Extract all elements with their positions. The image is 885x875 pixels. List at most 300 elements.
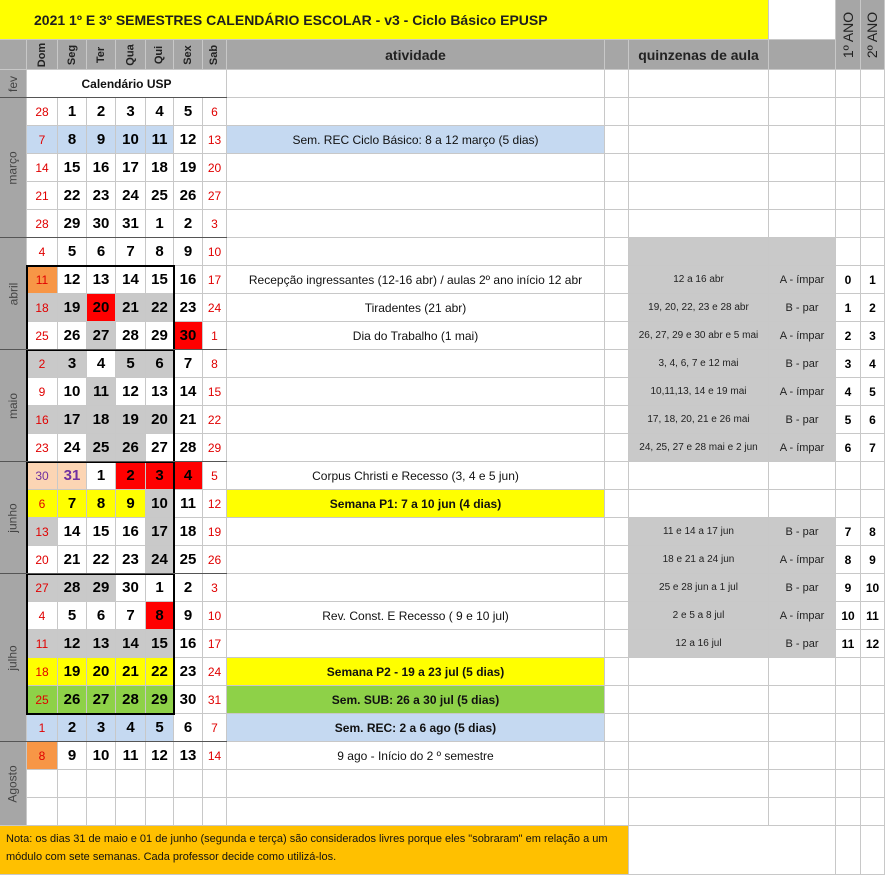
day-cell[interactable]: 6 xyxy=(87,602,116,630)
year2-week-cell: 9 xyxy=(861,546,885,574)
day-cell[interactable]: 15 xyxy=(146,266,174,294)
activity-cell: Dia do Trabalho (1 mai) xyxy=(227,322,605,350)
day-cell[interactable]: 24 xyxy=(146,546,174,574)
day-cell[interactable] xyxy=(146,770,174,798)
year1-week-cell: 2 xyxy=(836,322,861,350)
year1-week-cell xyxy=(836,658,861,686)
day-cell[interactable]: 12 xyxy=(203,490,227,518)
day-cell[interactable]: 22 xyxy=(203,406,227,434)
day-cell[interactable] xyxy=(27,770,58,798)
day-cell[interactable] xyxy=(58,798,87,826)
day-cell[interactable]: 24 xyxy=(58,434,87,462)
day-cell[interactable]: 8 xyxy=(58,126,87,154)
month-separator xyxy=(0,349,227,350)
activity-cell xyxy=(227,630,605,658)
day-cell[interactable]: 20 xyxy=(146,406,174,434)
day-cell[interactable]: 9 xyxy=(174,602,203,630)
day-cell[interactable]: 5 xyxy=(203,462,227,490)
quinzena-cell: 19, 20, 22, 23 e 28 abr xyxy=(629,294,769,322)
day-cell[interactable]: 5 xyxy=(174,98,203,126)
class-group-cell xyxy=(769,742,836,770)
day-cell[interactable]: 24 xyxy=(203,658,227,686)
day-cell[interactable]: 10 xyxy=(58,378,87,406)
header-day-sex-label: Sex xyxy=(181,44,194,65)
day-cell[interactable]: 19 xyxy=(58,658,87,686)
day-cell[interactable]: 23 xyxy=(87,182,116,210)
day-cell[interactable]: 25 xyxy=(27,686,58,714)
day-cell[interactable] xyxy=(27,798,58,826)
year2-week-cell xyxy=(861,126,885,154)
spacer-cell xyxy=(605,434,629,462)
day-cell[interactable]: 13 xyxy=(87,630,116,658)
day-cell[interactable]: 31 xyxy=(116,210,146,238)
day-cell[interactable]: 27 xyxy=(146,434,174,462)
spacer-cell xyxy=(605,518,629,546)
day-cell[interactable]: 26 xyxy=(174,182,203,210)
day-cell[interactable]: 4 xyxy=(146,98,174,126)
day-cell[interactable]: 17 xyxy=(58,406,87,434)
day-cell[interactable] xyxy=(87,798,116,826)
day-cell[interactable]: 9 xyxy=(27,378,58,406)
day-cell[interactable]: 4 xyxy=(116,714,146,742)
day-cell[interactable]: 3 xyxy=(146,462,174,490)
day-cell[interactable]: 13 xyxy=(203,126,227,154)
header-day-dom xyxy=(27,40,58,70)
day-cell[interactable]: 3 xyxy=(58,350,87,378)
day-cell[interactable]: 30 xyxy=(87,210,116,238)
year1-week-cell xyxy=(836,742,861,770)
day-cell[interactable]: 14 xyxy=(174,378,203,406)
day-cell[interactable]: 28 xyxy=(58,574,87,602)
day-cell[interactable]: 20 xyxy=(27,546,58,574)
day-cell[interactable]: 4 xyxy=(27,602,58,630)
quinzena-cell: 2 e 5 a 8 jul xyxy=(629,602,769,630)
day-cell[interactable]: 3 xyxy=(203,210,227,238)
day-cell[interactable]: 14 xyxy=(116,266,146,294)
header-blank xyxy=(605,40,629,70)
day-cell[interactable]: 5 xyxy=(58,602,87,630)
day-cell[interactable]: 12 xyxy=(146,742,174,770)
day-cell[interactable]: 10 xyxy=(116,126,146,154)
day-cell[interactable]: 17 xyxy=(146,518,174,546)
day-cell[interactable]: 26 xyxy=(58,686,87,714)
day-cell[interactable]: 8 xyxy=(87,490,116,518)
day-cell[interactable]: 23 xyxy=(174,658,203,686)
year2-week-cell: 5 xyxy=(861,378,885,406)
day-cell[interactable]: 8 xyxy=(203,350,227,378)
day-cell[interactable]: 7 xyxy=(116,238,146,266)
spacer-cell xyxy=(605,742,629,770)
day-cell[interactable]: 10 xyxy=(87,742,116,770)
month-3-label: maio xyxy=(6,392,21,419)
day-cell[interactable]: 2 xyxy=(58,714,87,742)
day-cell[interactable]: 11 xyxy=(87,378,116,406)
day-cell[interactable]: 26 xyxy=(116,434,146,462)
day-cell[interactable]: 2 xyxy=(87,98,116,126)
year2-week-cell: 10 xyxy=(861,574,885,602)
day-cell[interactable]: 25 xyxy=(146,182,174,210)
day-cell[interactable]: 28 xyxy=(116,322,146,350)
day-cell[interactable]: 16 xyxy=(87,154,116,182)
day-cell[interactable]: 3 xyxy=(116,98,146,126)
day-cell[interactable]: 21 xyxy=(116,658,146,686)
day-cell[interactable]: 11 xyxy=(174,490,203,518)
day-cell[interactable]: 20 xyxy=(87,294,116,322)
activity-cell xyxy=(227,210,605,238)
year2-week-cell xyxy=(861,462,885,490)
header-day-qua xyxy=(116,40,146,70)
year1-week-cell: 1 xyxy=(836,294,861,322)
header-day-qua-label: Qua xyxy=(124,43,137,66)
day-cell[interactable]: 4 xyxy=(27,238,58,266)
day-cell[interactable] xyxy=(146,798,174,826)
day-cell[interactable] xyxy=(116,798,146,826)
day-cell[interactable]: 19 xyxy=(116,406,146,434)
day-cell[interactable]: 24 xyxy=(116,182,146,210)
day-cell[interactable]: 22 xyxy=(58,182,87,210)
quinzena-cell xyxy=(629,126,769,154)
day-cell[interactable]: 8 xyxy=(27,742,58,770)
day-cell[interactable] xyxy=(203,798,227,826)
day-cell[interactable]: 19 xyxy=(203,518,227,546)
class-group-cell: A - ímpar xyxy=(769,434,836,462)
day-cell[interactable]: 21 xyxy=(116,294,146,322)
month-3 xyxy=(0,350,27,462)
day-cell[interactable]: 13 xyxy=(27,518,58,546)
day-cell[interactable]: 28 xyxy=(27,210,58,238)
month-0 xyxy=(0,70,27,98)
header-atividade: atividade xyxy=(227,40,605,70)
year1-week-cell: 9 xyxy=(836,574,861,602)
day-cell[interactable]: 16 xyxy=(174,630,203,658)
day-cell[interactable]: 26 xyxy=(203,546,227,574)
activity-cell xyxy=(227,770,605,798)
month-separator xyxy=(0,573,227,574)
day-cell[interactable]: 16 xyxy=(116,518,146,546)
day-cell[interactable]: 13 xyxy=(174,742,203,770)
day-cell[interactable]: 30 xyxy=(174,686,203,714)
spacer-cell xyxy=(605,322,629,350)
day-cell[interactable]: 14 xyxy=(58,518,87,546)
class-group-cell: B - par xyxy=(769,630,836,658)
activity-cell xyxy=(227,378,605,406)
quinzena-cell: 12 a 16 jul xyxy=(629,630,769,658)
day-cell[interactable]: 7 xyxy=(174,350,203,378)
header-quinzenas: quinzenas de aula xyxy=(629,40,769,70)
year2-week-cell xyxy=(861,658,885,686)
class-group-cell xyxy=(769,70,836,98)
day-cell[interactable]: 29 xyxy=(87,574,116,602)
day-cell[interactable]: 24 xyxy=(203,294,227,322)
day-cell[interactable]: 22 xyxy=(146,658,174,686)
day-cell[interactable]: 22 xyxy=(87,546,116,574)
day-cell[interactable]: 5 xyxy=(58,238,87,266)
day-cell[interactable]: 14 xyxy=(116,630,146,658)
day-cell[interactable]: 21 xyxy=(58,546,87,574)
day-cell[interactable]: 3 xyxy=(203,574,227,602)
class-group-cell: A - ímpar xyxy=(769,546,836,574)
class-group-cell: B - par xyxy=(769,518,836,546)
class-group-cell xyxy=(769,714,836,742)
day-cell[interactable]: 18 xyxy=(27,658,58,686)
year1-week-cell xyxy=(836,798,861,826)
day-cell[interactable]: 22 xyxy=(146,294,174,322)
year1-week-cell: 5 xyxy=(836,406,861,434)
spacer-cell xyxy=(605,770,629,798)
quinzena-cell xyxy=(629,658,769,686)
day-cell[interactable]: 19 xyxy=(174,154,203,182)
day-cell[interactable]: 9 xyxy=(174,238,203,266)
day-cell[interactable]: 25 xyxy=(87,434,116,462)
day-cell[interactable]: 27 xyxy=(87,322,116,350)
year1-week-cell xyxy=(836,770,861,798)
day-cell[interactable] xyxy=(87,770,116,798)
footnote-blank-3 xyxy=(861,826,885,875)
activity-cell xyxy=(227,518,605,546)
day-cell[interactable]: 2 xyxy=(27,350,58,378)
day-cell[interactable] xyxy=(116,770,146,798)
day-cell[interactable]: 30 xyxy=(174,322,203,350)
activity-cell xyxy=(227,406,605,434)
day-cell[interactable]: 9 xyxy=(58,742,87,770)
day-cell[interactable]: 29 xyxy=(146,322,174,350)
day-cell[interactable]: 1 xyxy=(146,210,174,238)
month-2 xyxy=(0,238,27,350)
day-cell[interactable]: 5 xyxy=(146,714,174,742)
activity-cell: Corpus Christi e Recesso (3, 4 e 5 jun) xyxy=(227,462,605,490)
day-cell[interactable]: 26 xyxy=(58,322,87,350)
activity-cell: Sem. REC Ciclo Básico: 8 a 12 março (5 dias) xyxy=(227,126,605,154)
day-cell[interactable]: 6 xyxy=(174,714,203,742)
day-cell[interactable]: 11 xyxy=(146,126,174,154)
day-cell[interactable]: 1 xyxy=(87,462,116,490)
day-cell[interactable]: 28 xyxy=(116,686,146,714)
day-cell[interactable]: 7 xyxy=(116,602,146,630)
day-cell[interactable] xyxy=(203,770,227,798)
day-cell[interactable]: 18 xyxy=(27,294,58,322)
spacer-cell xyxy=(605,406,629,434)
quinzena-cell xyxy=(629,70,769,98)
class-group-cell: B - par xyxy=(769,350,836,378)
day-cell[interactable]: 30 xyxy=(27,462,58,490)
quinzena-cell: 11 e 14 a 17 jun xyxy=(629,518,769,546)
year1-header xyxy=(836,0,861,70)
class-group-cell xyxy=(769,770,836,798)
day-cell[interactable]: 7 xyxy=(27,126,58,154)
day-cell[interactable]: 15 xyxy=(87,518,116,546)
day-cell[interactable]: 29 xyxy=(58,210,87,238)
day-cell[interactable]: 27 xyxy=(87,686,116,714)
year2-week-cell xyxy=(861,798,885,826)
spacer-cell xyxy=(605,294,629,322)
quinzena-cell: 24, 25, 27 e 28 mai e 2 jun xyxy=(629,434,769,462)
year1-week-cell: 8 xyxy=(836,546,861,574)
day-cell[interactable]: 1 xyxy=(58,98,87,126)
quinzena-cell xyxy=(629,238,769,266)
header-day-sab xyxy=(203,40,227,70)
year1-week-cell xyxy=(836,70,861,98)
day-cell[interactable]: 30 xyxy=(116,574,146,602)
day-cell[interactable]: 1 xyxy=(146,574,174,602)
year1-week-cell: 4 xyxy=(836,378,861,406)
day-cell[interactable]: 18 xyxy=(146,154,174,182)
quinzena-cell xyxy=(629,798,769,826)
day-cell[interactable]: 15 xyxy=(203,378,227,406)
day-cell[interactable]: 21 xyxy=(174,406,203,434)
day-cell[interactable]: 10 xyxy=(146,490,174,518)
class-group-cell: A - ímpar xyxy=(769,378,836,406)
day-cell[interactable]: 17 xyxy=(116,154,146,182)
day-cell[interactable]: 21 xyxy=(27,182,58,210)
day-cell[interactable]: 11 xyxy=(27,630,58,658)
activity-cell xyxy=(227,798,605,826)
day-cell[interactable]: 1 xyxy=(27,714,58,742)
day-cell[interactable]: 7 xyxy=(203,714,227,742)
year2-week-cell: 1 xyxy=(861,266,885,294)
day-cell[interactable]: 6 xyxy=(27,490,58,518)
year1-week-cell: 10 xyxy=(836,602,861,630)
day-cell[interactable]: 6 xyxy=(87,238,116,266)
day-cell[interactable]: 2 xyxy=(174,574,203,602)
year2-week-cell xyxy=(861,98,885,126)
year2-week-cell: 2 xyxy=(861,294,885,322)
day-cell[interactable]: 28 xyxy=(27,98,58,126)
activity-cell: Rev. Const. E Recesso ( 9 e 10 jul) xyxy=(227,602,605,630)
day-cell[interactable]: 29 xyxy=(203,434,227,462)
day-cell[interactable]: 2 xyxy=(174,210,203,238)
day-cell[interactable]: 16 xyxy=(27,406,58,434)
quinzena-cell xyxy=(629,714,769,742)
quinzena-cell: 26, 27, 29 e 30 abr e 5 mai xyxy=(629,322,769,350)
day-cell[interactable]: 2 xyxy=(116,462,146,490)
day-cell[interactable]: 25 xyxy=(174,546,203,574)
activity-cell: Semana P1: 7 a 10 jun (4 dias) xyxy=(227,490,605,518)
day-cell[interactable]: 5 xyxy=(116,350,146,378)
year2-header xyxy=(861,0,885,70)
day-cell[interactable]: 16 xyxy=(174,266,203,294)
header-day-seg xyxy=(58,40,87,70)
year1-week-cell xyxy=(836,462,861,490)
activity-cell xyxy=(227,154,605,182)
header-day-qui xyxy=(146,40,174,70)
day-cell[interactable]: 6 xyxy=(203,98,227,126)
day-cell[interactable]: 19 xyxy=(58,294,87,322)
day-cell[interactable]: 23 xyxy=(116,546,146,574)
year1-week-cell: 11 xyxy=(836,630,861,658)
day-cell[interactable]: 7 xyxy=(58,490,87,518)
day-cell[interactable] xyxy=(58,770,87,798)
day-cell[interactable]: 14 xyxy=(203,742,227,770)
day-cell[interactable]: 29 xyxy=(146,686,174,714)
day-cell[interactable]: 13 xyxy=(87,266,116,294)
day-cell[interactable]: 31 xyxy=(203,686,227,714)
day-cell[interactable] xyxy=(174,770,203,798)
day-cell[interactable]: 15 xyxy=(58,154,87,182)
day-cell[interactable]: 11 xyxy=(116,742,146,770)
footnote: Nota: os dias 31 de maio e 01 de junho (segunda e terça) são considerados livres porque eles "sobraram" em relação a um módulo com sete semanas. Cada professor decide como utilizá-los. xyxy=(0,826,629,875)
year2-week-cell: 4 xyxy=(861,350,885,378)
class-group-cell: A - ímpar xyxy=(769,602,836,630)
day-cell[interactable]: 3 xyxy=(87,714,116,742)
month-5 xyxy=(0,574,27,742)
class-group-cell xyxy=(769,182,836,210)
day-cell[interactable]: 13 xyxy=(146,378,174,406)
month-5-label: julho xyxy=(5,644,20,671)
year1-week-cell xyxy=(836,182,861,210)
header-day-sex xyxy=(174,40,203,70)
year2-week-cell xyxy=(861,182,885,210)
day-cell[interactable]: 18 xyxy=(174,518,203,546)
day-cell[interactable]: 20 xyxy=(87,658,116,686)
day-cell[interactable]: 31 xyxy=(58,462,87,490)
spacer-cell xyxy=(605,658,629,686)
day-cell[interactable]: 12 xyxy=(58,630,87,658)
spacer-cell xyxy=(605,378,629,406)
day-cell[interactable] xyxy=(174,798,203,826)
spacer-cell xyxy=(605,630,629,658)
activity-cell xyxy=(227,350,605,378)
activity-cell: Tiradentes (21 abr) xyxy=(227,294,605,322)
day-cell[interactable]: 12 xyxy=(58,266,87,294)
spacer-cell xyxy=(605,490,629,518)
day-cell[interactable]: 17 xyxy=(203,630,227,658)
activity-cell xyxy=(227,70,605,98)
day-cell[interactable]: 4 xyxy=(174,462,203,490)
header-day-ter xyxy=(87,40,116,70)
quinzena-cell: 25 e 28 jun a 1 jul xyxy=(629,574,769,602)
day-cell[interactable]: 10 xyxy=(203,238,227,266)
year2-week-cell xyxy=(861,770,885,798)
day-cell[interactable]: 8 xyxy=(146,238,174,266)
day-cell[interactable]: 14 xyxy=(27,154,58,182)
day-cell[interactable]: 27 xyxy=(203,182,227,210)
day-cell[interactable]: 17 xyxy=(203,266,227,294)
class-group-cell xyxy=(769,126,836,154)
day-cell[interactable]: 23 xyxy=(174,294,203,322)
quinzena-cell: 17, 18, 20, 21 e 26 mai xyxy=(629,406,769,434)
day-cell[interactable]: 8 xyxy=(146,602,174,630)
day-cell[interactable]: 9 xyxy=(87,126,116,154)
day-cell[interactable]: 4 xyxy=(87,350,116,378)
quinzena-cell: 10,11,13, 14 e 19 mai xyxy=(629,378,769,406)
day-cell[interactable]: 25 xyxy=(27,322,58,350)
header-day-dom-label: Dom xyxy=(35,42,48,67)
year2-week-cell: 12 xyxy=(861,630,885,658)
header-day-qui-label: Qui xyxy=(153,45,166,64)
day-cell[interactable]: 12 xyxy=(116,378,146,406)
day-cell[interactable]: 10 xyxy=(203,602,227,630)
month-1 xyxy=(0,98,27,238)
year1-week-cell xyxy=(836,154,861,182)
day-cell[interactable]: 23 xyxy=(27,434,58,462)
day-cell[interactable]: 12 xyxy=(174,126,203,154)
year2-week-cell xyxy=(861,490,885,518)
month-separator xyxy=(0,461,227,462)
day-cell[interactable]: 6 xyxy=(146,350,174,378)
day-cell[interactable]: 18 xyxy=(87,406,116,434)
day-cell[interactable]: 15 xyxy=(146,630,174,658)
day-cell[interactable]: 9 xyxy=(116,490,146,518)
day-cell[interactable]: 11 xyxy=(27,266,58,294)
spacer-cell xyxy=(605,546,629,574)
spacer-cell xyxy=(605,350,629,378)
day-cell[interactable]: 20 xyxy=(203,154,227,182)
day-cell[interactable]: 27 xyxy=(27,574,58,602)
class-group-cell xyxy=(769,686,836,714)
day-cell[interactable]: 28 xyxy=(174,434,203,462)
day-cell[interactable]: 1 xyxy=(203,322,227,350)
year1-week-cell xyxy=(836,126,861,154)
